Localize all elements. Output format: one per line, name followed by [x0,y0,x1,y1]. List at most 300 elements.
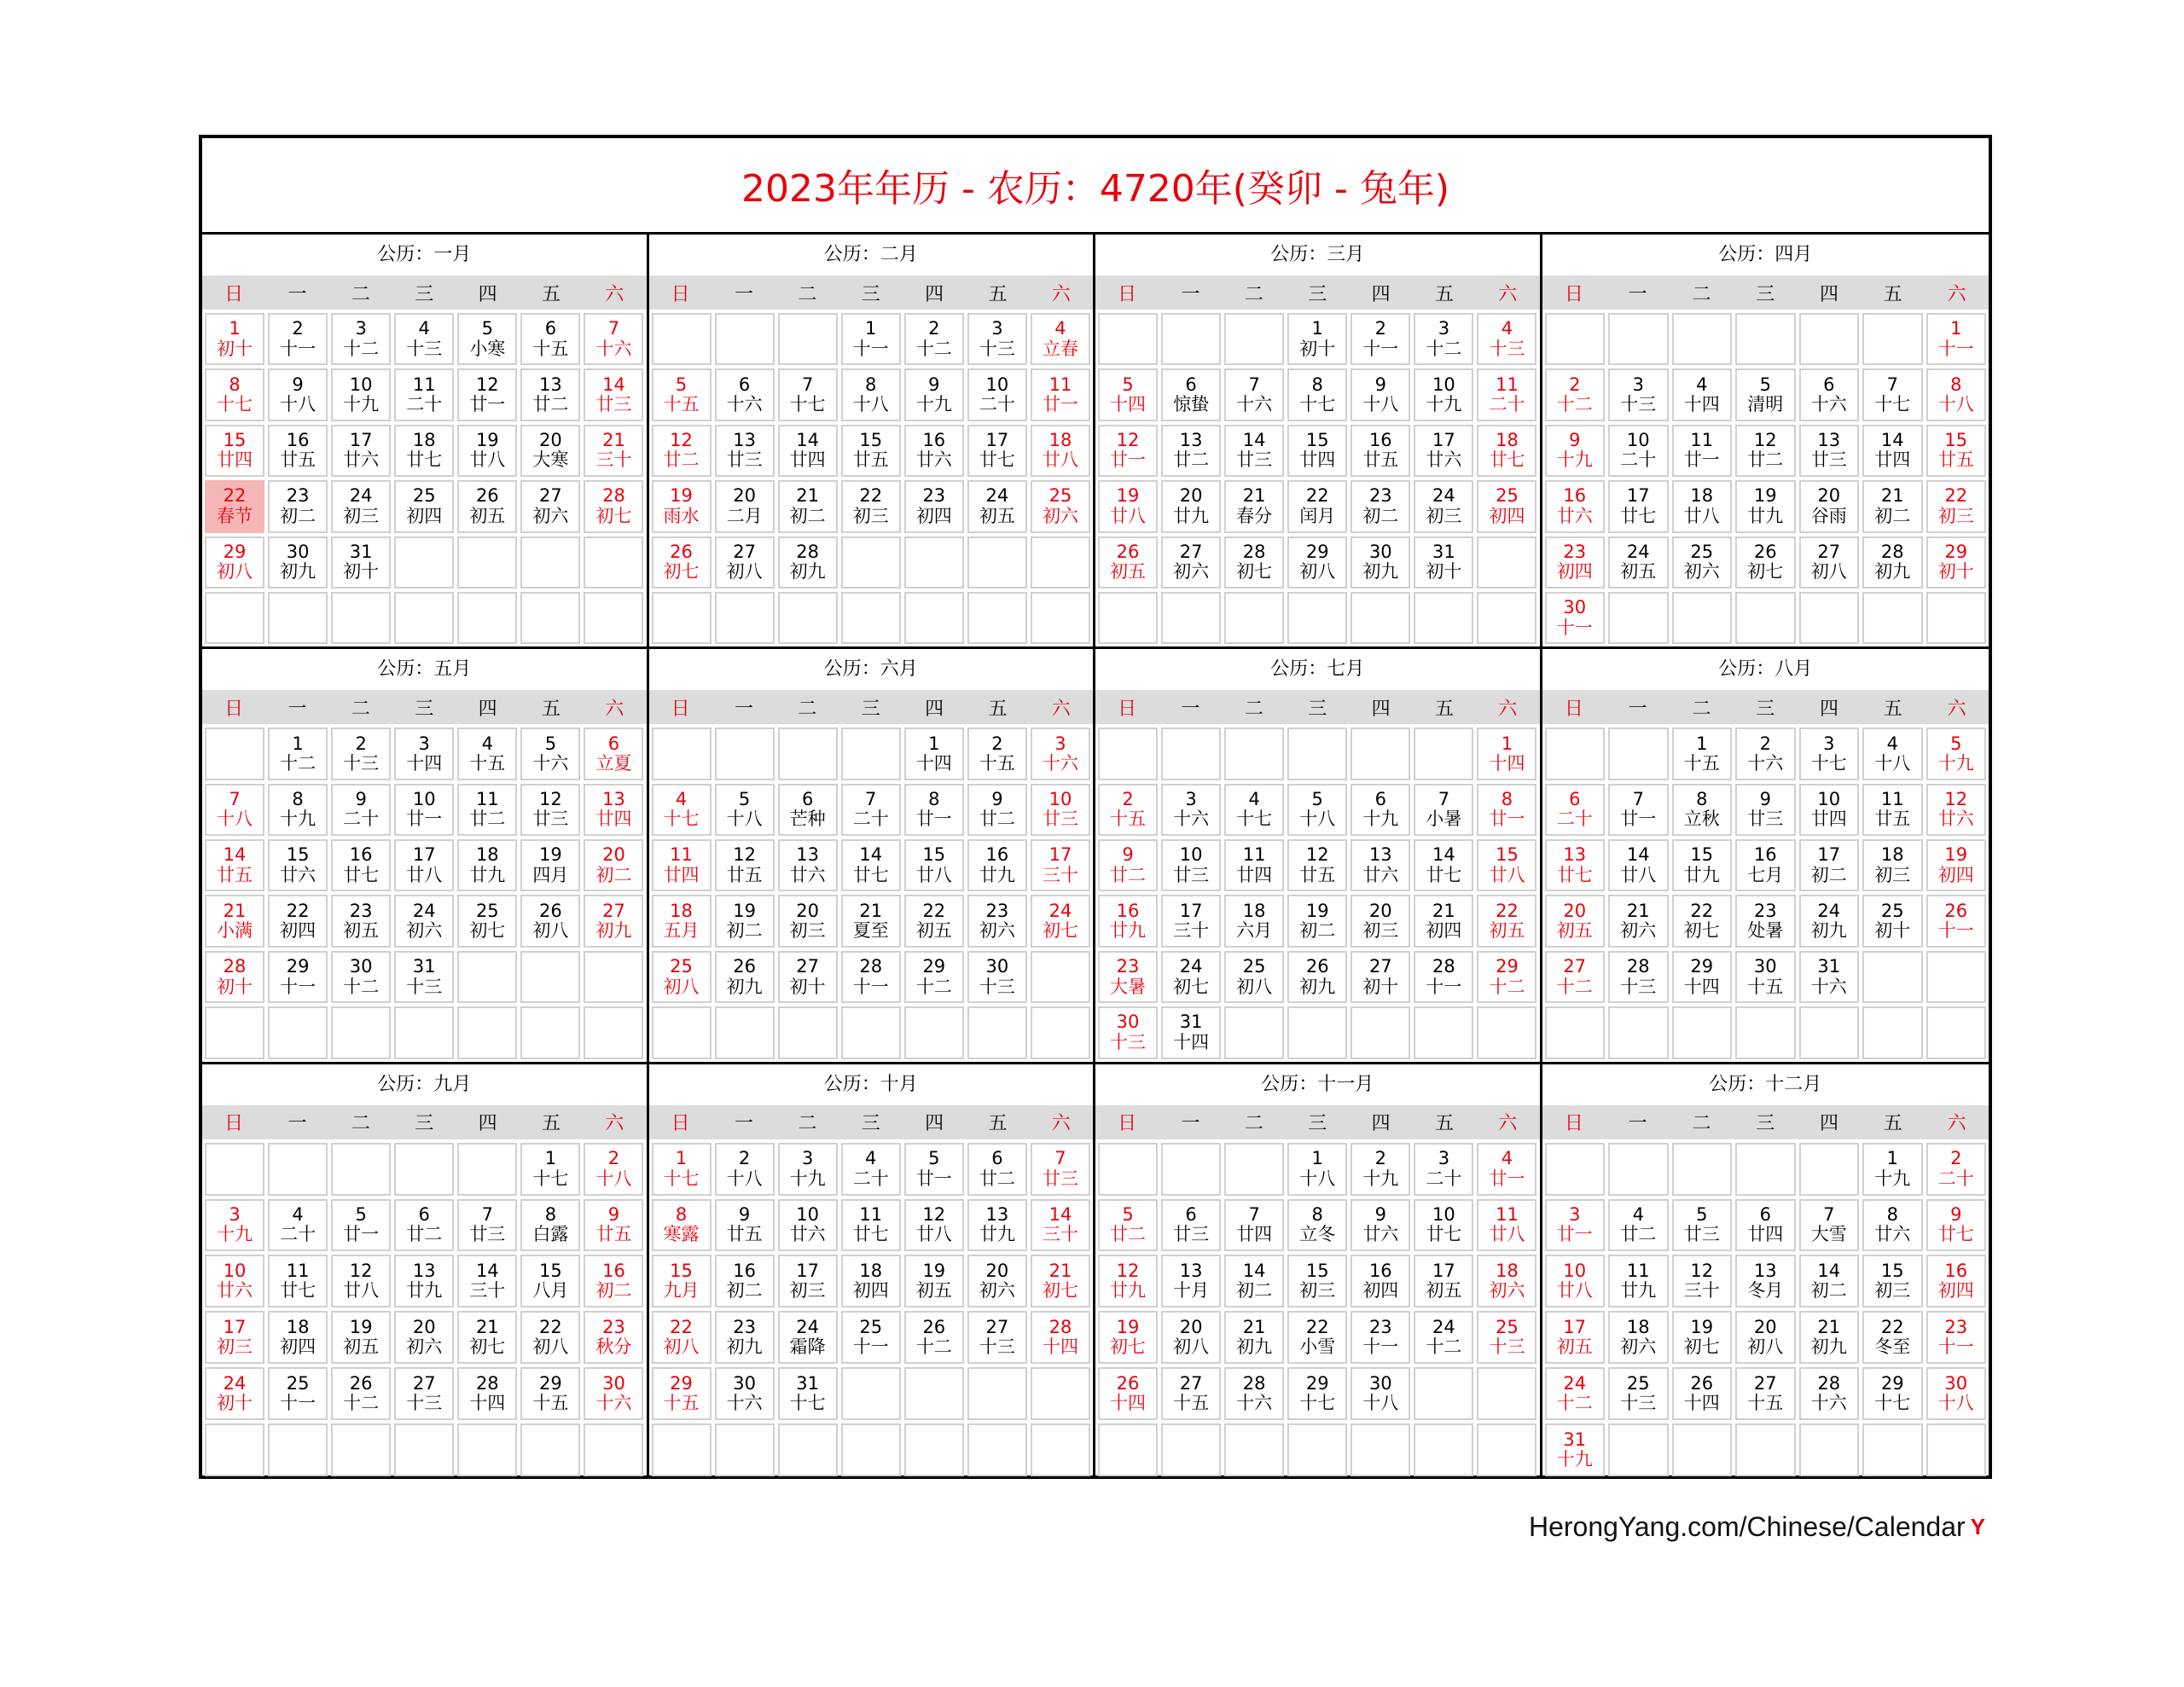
solar-date: 16 [985,844,1009,866]
months-grid [202,235,1989,1479]
solar-date: 16 [349,844,373,866]
solar-date: 7 [1632,788,1644,809]
empty-cell [268,592,328,644]
solar-date: 6 [1759,1203,1771,1225]
weekday-label: 二 [798,283,817,305]
lunar-date: 十四 [1489,753,1525,774]
empty-cell [1031,592,1090,644]
empty-cell [1477,1006,1536,1058]
month-title: 公历：七月 [1270,658,1365,681]
day-cell [268,895,328,947]
solar-date: 6 [1823,374,1835,395]
empty-cell [584,1006,643,1058]
weekday-label: 五 [541,698,561,720]
solar-date: 21 [1817,1316,1841,1337]
lunar-date: 初三 [343,505,380,526]
solar-date: 6 [1185,374,1197,395]
solar-date: 30 [985,956,1009,977]
lunar-date: 初四 [280,920,317,942]
lunar-date: 初三 [789,920,826,942]
day-cell [715,1143,775,1196]
solar-date: 27 [1753,1372,1777,1394]
solar-date: 17 [1179,900,1203,921]
solar-date: 4 [1886,733,1898,754]
solar-date: 27 [733,541,756,562]
empty-cell [652,592,712,644]
day-cell [1350,313,1410,365]
solar-date: 7 [801,374,814,395]
solar-date: 25 [1496,485,1519,507]
empty-cell [394,1006,454,1058]
weekday-label: 五 [1883,1113,1902,1135]
solar-date: 29 [286,956,310,977]
day-cell [1287,536,1347,588]
day-cell [1608,536,1669,588]
solar-date: 20 [1563,900,1587,921]
lunar-date: 廿七 [1426,1224,1462,1245]
solar-date: 5 [1759,374,1771,395]
day-cell [1477,784,1536,836]
solar-date: 20 [539,429,562,450]
solar-date: 21 [859,900,883,921]
weekday-label: 六 [605,1113,624,1135]
day-cell [1799,1311,1860,1364]
lunar-date: 初九 [1810,920,1847,942]
solar-date: 4 [865,1148,877,1169]
empty-cell [1477,1423,1536,1476]
solar-date: 24 [985,485,1009,507]
solar-date: 2 [355,733,367,754]
weekday-label: 三 [415,283,434,305]
weekday-label: 日 [1564,283,1583,305]
day-cell [331,1311,391,1364]
solar-date: 20 [1753,1316,1777,1337]
day-cell [1350,536,1410,588]
lunar-date: 十四 [1110,1393,1147,1414]
day-cell [1862,784,1923,836]
day-cell [1350,1143,1410,1196]
solar-date: 11 [1690,429,1714,450]
day-cell [1414,368,1473,420]
solar-date: 26 [1690,1372,1714,1394]
day-cell [1799,728,1860,780]
lunar-date: 廿二 [1620,1224,1657,1245]
solar-date: 6 [418,1203,430,1225]
empty-cell [1350,1423,1410,1476]
lunar-date: 十二 [1556,976,1593,997]
day-cell [457,425,517,477]
day-grid [649,1139,1094,1479]
day-cell [1477,839,1536,891]
day-cell [1799,895,1860,947]
weekday-label: 日 [224,283,244,305]
solar-date: 3 [355,318,367,339]
lunar-date: 秋分 [595,1336,632,1358]
day-cell [1414,951,1473,1003]
lunar-date: 二十 [979,394,1015,415]
empty-cell [715,592,775,644]
day-cell [1350,425,1410,477]
empty-cell [205,592,264,644]
lunar-date: 初七 [1042,1280,1078,1301]
lunar-date: 初十 [789,976,826,997]
solar-date: 23 [286,485,310,507]
day-cell [1414,480,1473,532]
day-cell [1735,425,1796,477]
lunar-date: 三十 [1173,920,1210,942]
day-cell [1224,1255,1284,1307]
lunar-date: 初四 [406,505,443,526]
solar-date: 9 [1950,1203,1962,1225]
empty-cell [394,592,454,644]
solar-date: 24 [349,485,373,507]
lunar-date: 初五 [343,920,380,942]
empty-cell [268,1423,328,1476]
lunar-date: 三十 [1042,1224,1078,1245]
day-cell [1608,1199,1669,1252]
day-cell [1161,951,1221,1003]
solar-date: 15 [1305,1260,1329,1281]
day-cell [1224,839,1284,891]
solar-date: 9 [1569,429,1581,450]
solar-date: 6 [801,788,814,809]
empty-cell [904,1367,964,1420]
lunar-date: 大寒 [532,449,569,471]
solar-date: 17 [1432,429,1455,450]
solar-date: 4 [481,733,493,754]
day-cell [841,784,901,836]
solar-date: 13 [1179,1260,1203,1281]
day-cell [1350,951,1410,1003]
lunar-date: 初二 [1810,864,1847,885]
day-cell [1545,1311,1606,1364]
lunar-date: 初十 [343,561,380,583]
lunar-date: 初二 [1236,1280,1273,1301]
lunar-date: 寒露 [663,1224,700,1245]
day-cell [1350,1255,1410,1307]
solar-date: 20 [602,844,625,866]
weekday-label: 日 [671,283,690,305]
lunar-date: 小雪 [1299,1336,1336,1358]
solar-date: 7 [1248,1203,1260,1225]
solar-date: 18 [475,844,499,866]
day-cell [1735,895,1796,947]
solar-date: 27 [1179,1372,1203,1394]
lunar-date: 廿六 [1362,864,1399,885]
day-cell [457,1255,517,1307]
solar-date: 27 [602,900,625,921]
lunar-date: 廿四 [1874,449,1911,471]
day-cell [1799,1199,1860,1252]
day-cell [1031,368,1090,420]
lunar-date: 廿六 [789,1224,826,1245]
lunar-date: 四月 [532,864,569,885]
day-cell [904,839,964,891]
lunar-date: 廿九 [1110,920,1147,942]
solar-date: 19 [1116,1316,1140,1337]
solar-date: 8 [1311,374,1323,395]
lunar-date: 初七 [1110,1336,1147,1358]
lunar-date: 立冬 [1299,1224,1336,1245]
solar-date: 21 [602,429,625,450]
day-cell [1477,313,1536,365]
day-cell [904,313,964,365]
solar-date: 18 [1048,429,1072,450]
lunar-date: 十二 [915,338,952,359]
weekday-label: 一 [1628,698,1647,720]
solar-date: 9 [607,1203,620,1225]
day-cell [778,1199,838,1252]
day-cell [1224,368,1284,420]
day-cell [1098,895,1158,947]
day-cell [904,1255,964,1307]
solar-date: 26 [349,1372,373,1394]
lunar-date: 廿四 [1299,449,1336,471]
lunar-date: 初二 [280,505,317,526]
lunar-date: 十七 [663,1168,700,1189]
lunar-date: 初二 [1362,505,1399,526]
day-cell [457,1311,517,1364]
solar-date: 13 [985,1203,1009,1225]
day-cell [841,951,901,1003]
weekday-label: 五 [541,283,561,305]
solar-date: 9 [991,788,1003,809]
lunar-date: 十四 [1683,394,1720,415]
weekday-label: 二 [351,698,370,720]
lunar-date: 十七 [1874,1393,1911,1414]
day-cell [652,1199,712,1252]
lunar-date: 十九 [1426,394,1462,415]
day-cell [1477,480,1536,532]
empty-cell [652,1423,712,1476]
weekday-label: 日 [1564,1113,1583,1135]
lunar-date: 初九 [1874,561,1911,583]
solar-date: 17 [349,429,373,450]
day-cell [1098,951,1158,1003]
month-title: 公历：三月 [1270,244,1365,265]
day-cell [268,368,328,420]
solar-date: 20 [796,900,820,921]
solar-date: 24 [1626,541,1650,562]
solar-date: 16 [1368,429,1392,450]
day-cell [1862,1367,1923,1420]
empty-cell [841,592,901,644]
solar-date: 14 [1432,844,1455,866]
lunar-date: 小满 [217,920,253,942]
solar-date: 27 [1368,956,1392,977]
lunar-date: 廿七 [1556,864,1593,885]
lunar-date: 廿一 [1489,1168,1525,1189]
day-cell [841,368,901,420]
lunar-date: 十八 [852,394,889,415]
day-cell [205,1311,264,1364]
solar-date: 3 [991,318,1003,339]
lunar-date: 十九 [280,809,317,830]
day-cell [1477,895,1536,947]
lunar-date: 初十 [1299,338,1336,359]
weekday-label: 六 [605,698,624,720]
lunar-date: 大雪 [1810,1224,1847,1245]
day-cell [1672,368,1733,420]
solar-date: 3 [1054,733,1066,754]
solar-date: 2 [292,318,304,339]
day-cell [394,480,454,532]
weekday-label: 一 [288,1113,307,1135]
lunar-date: 十八 [726,1168,763,1189]
solar-date: 5 [544,733,557,754]
day-cell [1031,480,1090,532]
lunar-date: 十六 [595,338,632,359]
day-cell [652,1367,712,1420]
lunar-date: 廿六 [915,449,952,471]
lunar-date: 初三 [1362,920,1399,942]
day-cell [1287,784,1347,836]
lunar-date: 三十 [469,1280,506,1301]
day-cell [1224,1199,1284,1252]
solar-date: 13 [1817,429,1841,450]
weekday-label: 二 [1692,1113,1711,1135]
lunar-date: 二十 [852,809,889,830]
lunar-date: 十六 [595,1393,632,1414]
solar-date: 12 [1305,844,1329,866]
weekday-label: 四 [478,698,497,720]
lunar-date: 十五 [1173,1393,1210,1414]
day-cell [904,1199,964,1252]
solar-date: 21 [1432,900,1455,921]
solar-date: 1 [229,318,241,339]
day-cell [1350,839,1410,891]
day-cell [394,313,454,365]
empty-cell [967,592,1027,644]
day-cell [1862,1255,1923,1307]
solar-date: 2 [1569,374,1581,395]
weekday-label: 二 [351,283,370,305]
solar-date: 21 [1626,900,1650,921]
day-cell [584,425,643,477]
day-cell [394,728,454,780]
lunar-date: 十三 [979,1336,1015,1358]
day-cell [778,951,838,1003]
lunar-date: 廿四 [663,864,700,885]
empty-cell [1098,592,1158,644]
solar-date: 28 [1880,541,1904,562]
empty-cell [1545,728,1606,780]
lunar-date: 初三 [1874,1280,1911,1301]
solar-date: 18 [859,1260,883,1281]
solar-date: 22 [1496,900,1519,921]
solar-date: 14 [1048,1203,1072,1225]
day-cell [841,1311,901,1364]
day-cell [1608,368,1669,420]
day-cell [1161,1367,1221,1420]
lunar-date: 十九 [915,394,952,415]
lunar-date: 初二 [595,1280,632,1301]
day-cell [1545,480,1606,532]
day-cell [715,480,775,532]
lunar-date: 初十 [217,338,253,359]
lunar-date: 十六 [726,1393,763,1414]
solar-date: 25 [286,1372,310,1394]
day-cell [331,1255,391,1307]
lunar-date: 二十 [280,1224,317,1245]
lunar-date: 廿六 [1874,1224,1911,1245]
solar-date: 31 [1563,1429,1587,1450]
lunar-date: 廿七 [1489,449,1525,471]
lunar-date: 初七 [1747,561,1784,583]
lunar-date: 十五 [1683,753,1720,774]
lunar-date: 初八 [1236,976,1273,997]
solar-date: 7 [607,318,620,339]
weekday-label: 五 [988,283,1008,305]
empty-cell [331,1423,391,1476]
lunar-date: 初六 [1620,920,1657,942]
day-cell [520,1255,580,1307]
solar-date: 5 [738,788,751,809]
solar-date: 18 [1880,844,1904,866]
day-cell [967,839,1027,891]
solar-date: 4 [675,788,688,809]
solar-date: 28 [223,956,247,977]
solar-date: 4 [1632,1203,1644,1225]
day-cell [1098,1311,1158,1364]
lunar-date: 十六 [1042,753,1078,774]
lunar-date: 十四 [1110,394,1147,415]
solar-date: 31 [1179,1012,1203,1033]
lunar-date: 廿八 [406,864,443,885]
weekday-label: 一 [1181,698,1200,720]
day-cell [1098,1367,1158,1420]
weekday-label: 四 [925,283,944,305]
lunar-date: 十二 [343,1393,380,1414]
lunar-date: 十六 [1810,394,1847,415]
weekday-label: 六 [605,283,624,305]
lunar-date: 十月 [1173,1280,1210,1301]
day-cell [652,1311,712,1364]
day-cell [1735,951,1796,1003]
solar-date: 22 [1305,1316,1329,1337]
lunar-date: 初五 [343,1336,380,1358]
solar-date: 7 [1054,1148,1066,1169]
solar-date: 4 [292,1203,304,1225]
day-cell [584,1143,643,1196]
lunar-date: 廿一 [469,394,506,415]
solar-date: 8 [1950,374,1962,395]
weekday-label: 三 [1308,1113,1327,1135]
solar-date: 17 [223,1316,247,1337]
lunar-date: 十八 [726,809,763,830]
day-cell [778,1143,838,1196]
lunar-date: 初九 [595,920,632,942]
lunar-date: 初十 [217,1393,253,1414]
solar-date: 29 [1305,541,1329,562]
lunar-date: 初十 [1874,920,1911,942]
solar-date: 20 [412,1316,436,1337]
lunar-date: 十七 [217,394,253,415]
day-cell [1287,951,1347,1003]
day-grid [202,724,647,1061]
footer-link[interactable]: HerongYang.com/Chinese/Calendar [1528,1511,1966,1542]
solar-date: 9 [1759,788,1771,809]
empty-cell [904,1423,964,1476]
lunar-date: 廿八 [1110,505,1147,526]
day-cell [1799,951,1860,1003]
lunar-date: 廿九 [1173,505,1210,526]
solar-date: 6 [991,1148,1003,1169]
lunar-date: 十三 [979,976,1015,997]
day-cell [1224,951,1284,1003]
day-cell [584,784,643,836]
solar-date: 4 [1501,1148,1513,1169]
